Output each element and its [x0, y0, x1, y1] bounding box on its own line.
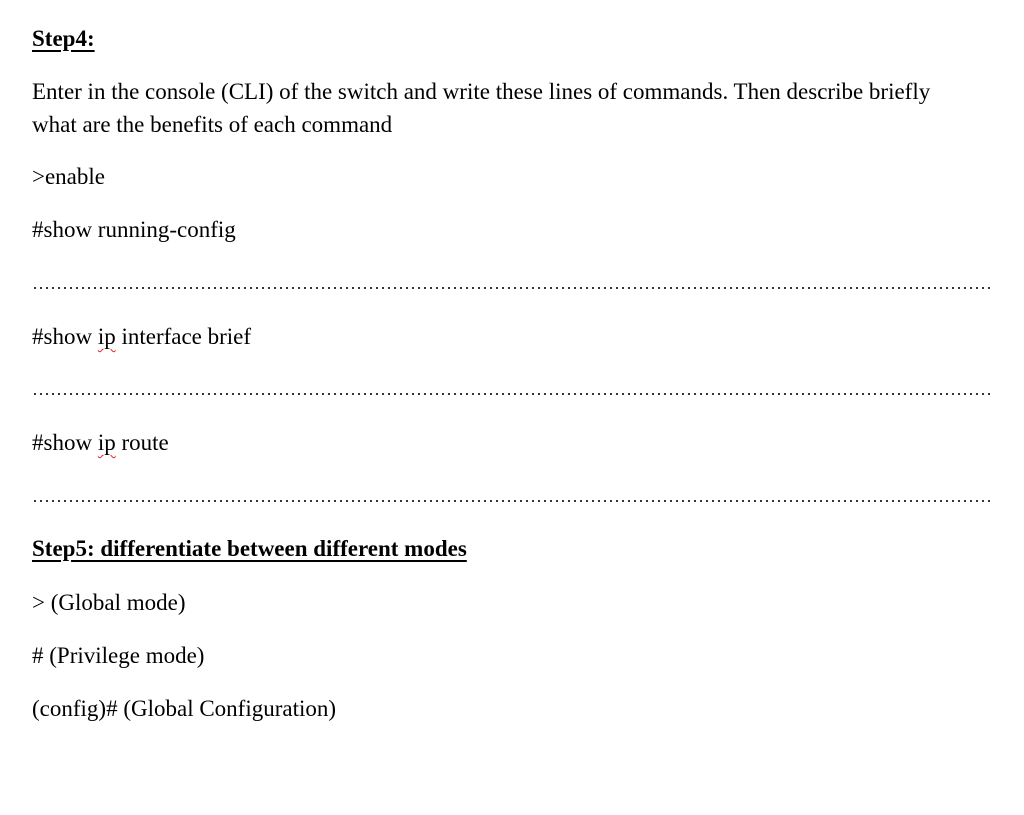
command-enable: >enable [32, 164, 105, 189]
spellcheck-word-ip: ip [97, 430, 116, 455]
step5-heading: Step5: differentiate between different modes [32, 536, 467, 561]
step4-heading: Step4: [32, 26, 95, 51]
step4-instructions: Enter in the console (CLI) of the switch and write these lines of commands. Then describe briefly what are the benefits of each command [32, 79, 931, 137]
mode-privilege: # (Privilege mode) [32, 643, 205, 668]
command-show-ip-route [32, 428, 169, 458]
mode-global-configuration: (config)# (Global Configuration) [32, 696, 337, 721]
command-prefix: #show [32, 324, 98, 349]
spellcheck-word-ip: ip [97, 324, 116, 349]
command-suffix: interface brief [115, 324, 252, 349]
answer-line-ip-route [32, 499, 994, 503]
document-page [32, 0, 994, 815]
answer-line-running-config [32, 286, 994, 290]
command-show-running-config: #show running-config [32, 217, 236, 242]
command-suffix: route [115, 430, 169, 455]
command-prefix: #show [32, 430, 98, 455]
command-show-ip-interface-brief [32, 322, 251, 352]
answer-line-ip-interface-brief [32, 392, 994, 396]
mode-global: > (Global mode) [32, 590, 186, 615]
